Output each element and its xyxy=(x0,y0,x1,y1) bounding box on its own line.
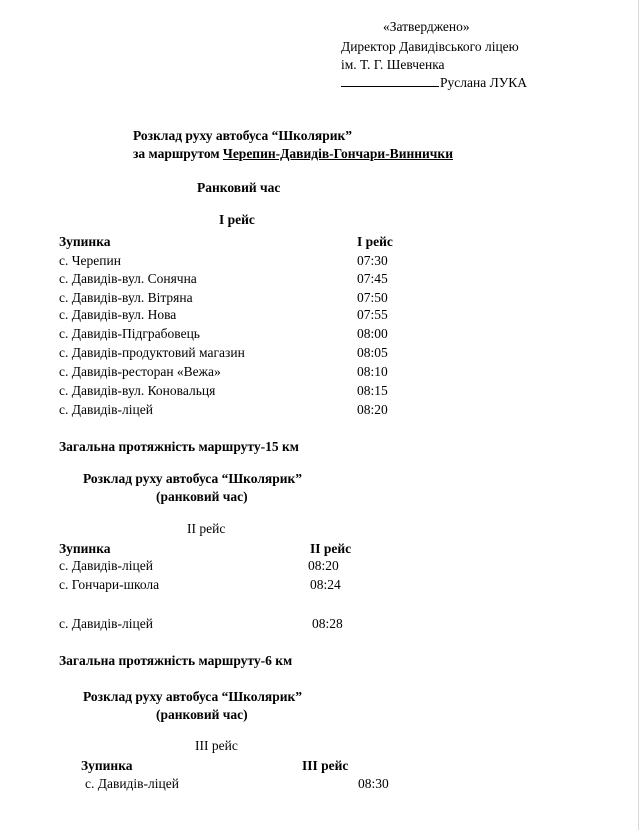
table-row-stop: с. Давидів-ліцей xyxy=(59,402,153,417)
table-row-stop: с. Черепин xyxy=(59,253,121,268)
route-name: Черепин-Давидів-Гончари-Виннички xyxy=(222,146,453,161)
section2-trip: ІІ рейс xyxy=(187,521,226,536)
section3-col-stop: Зупинка xyxy=(81,758,133,773)
table-row-stop: с. Давидів-вул. Сонячна xyxy=(59,271,197,286)
table-row-stop: с. Давидів-вул. Коновальця xyxy=(59,383,216,398)
section1-col-trip: І рейс xyxy=(357,234,393,249)
table-row-stop: с. Давидів-ліцей xyxy=(85,776,179,791)
approval-signer: Руслана ЛУКА xyxy=(440,75,528,90)
table-row-time: 08:15 xyxy=(357,383,388,398)
approval-director: Директор Давидівського ліцею xyxy=(341,39,519,54)
table-row-stop: с. Давидів-ліцей xyxy=(59,616,153,631)
section2-total: Загальна протяжність маршруту-6 км xyxy=(59,653,293,668)
table-row-stop: с. Давидів-продуктовий магазин xyxy=(59,345,245,360)
section2-period: (ранковий час) xyxy=(156,489,248,504)
section3-title: Розклад руху автобуса “Школярик” xyxy=(83,689,303,704)
table-row-stop: с. Давидів-Підграбовець xyxy=(59,326,200,341)
approval-signature-line xyxy=(341,75,527,90)
section2-col-stop: Зупинка xyxy=(59,541,111,556)
table-row-time: 08:20 xyxy=(308,558,339,573)
table-row-time: 07:50 xyxy=(357,290,388,305)
section1-total: Загальна протяжність маршруту-15 км xyxy=(59,439,299,454)
section3-period: (ранковий час) xyxy=(156,707,248,722)
table-row-time: 08:05 xyxy=(357,345,388,360)
table-row-stop: с. Давидів-ресторан «Вежа» xyxy=(59,364,221,379)
section1-col-stop: Зупинка xyxy=(59,234,111,249)
section1-period: Ранковий час xyxy=(197,180,281,195)
section1-trip: І рейс xyxy=(219,212,255,227)
route-prefix: за маршрутом xyxy=(133,146,220,161)
approval-school: ім. Т. Г. Шевченка xyxy=(341,57,445,72)
table-row-stop: с. Гончари-школа xyxy=(59,577,160,592)
table-row-stop: с. Давидів-вул. Нова xyxy=(59,307,177,322)
table-row-time: 08:28 xyxy=(312,616,343,631)
table-row-time: 08:24 xyxy=(310,577,341,592)
section3-col-trip: ІІІ рейс xyxy=(302,758,349,773)
table-row-stop: с. Давидів-ліцей xyxy=(59,558,153,573)
table-row-time: 07:45 xyxy=(357,271,388,286)
route-line xyxy=(133,147,453,161)
table-row-time: 07:55 xyxy=(357,307,388,322)
section2-col-trip: ІІ рейс xyxy=(310,541,352,556)
approval-heading: «Затверджено» xyxy=(383,19,470,34)
main-title: Розклад руху автобуса “Школярик” xyxy=(133,128,353,143)
table-row-time: 08:30 xyxy=(358,776,389,791)
table-row-time: 08:20 xyxy=(357,402,388,417)
table-row-time: 08:00 xyxy=(357,326,388,341)
section3-trip: ІІІ рейс xyxy=(195,738,238,753)
table-row-stop: с. Давидів-вул. Вітряна xyxy=(59,290,193,305)
table-row-time: 07:30 xyxy=(357,253,388,268)
table-row-time: 08:10 xyxy=(357,364,388,379)
signature-underline xyxy=(341,75,439,87)
section2-title: Розклад руху автобуса “Школярик” xyxy=(83,471,303,486)
